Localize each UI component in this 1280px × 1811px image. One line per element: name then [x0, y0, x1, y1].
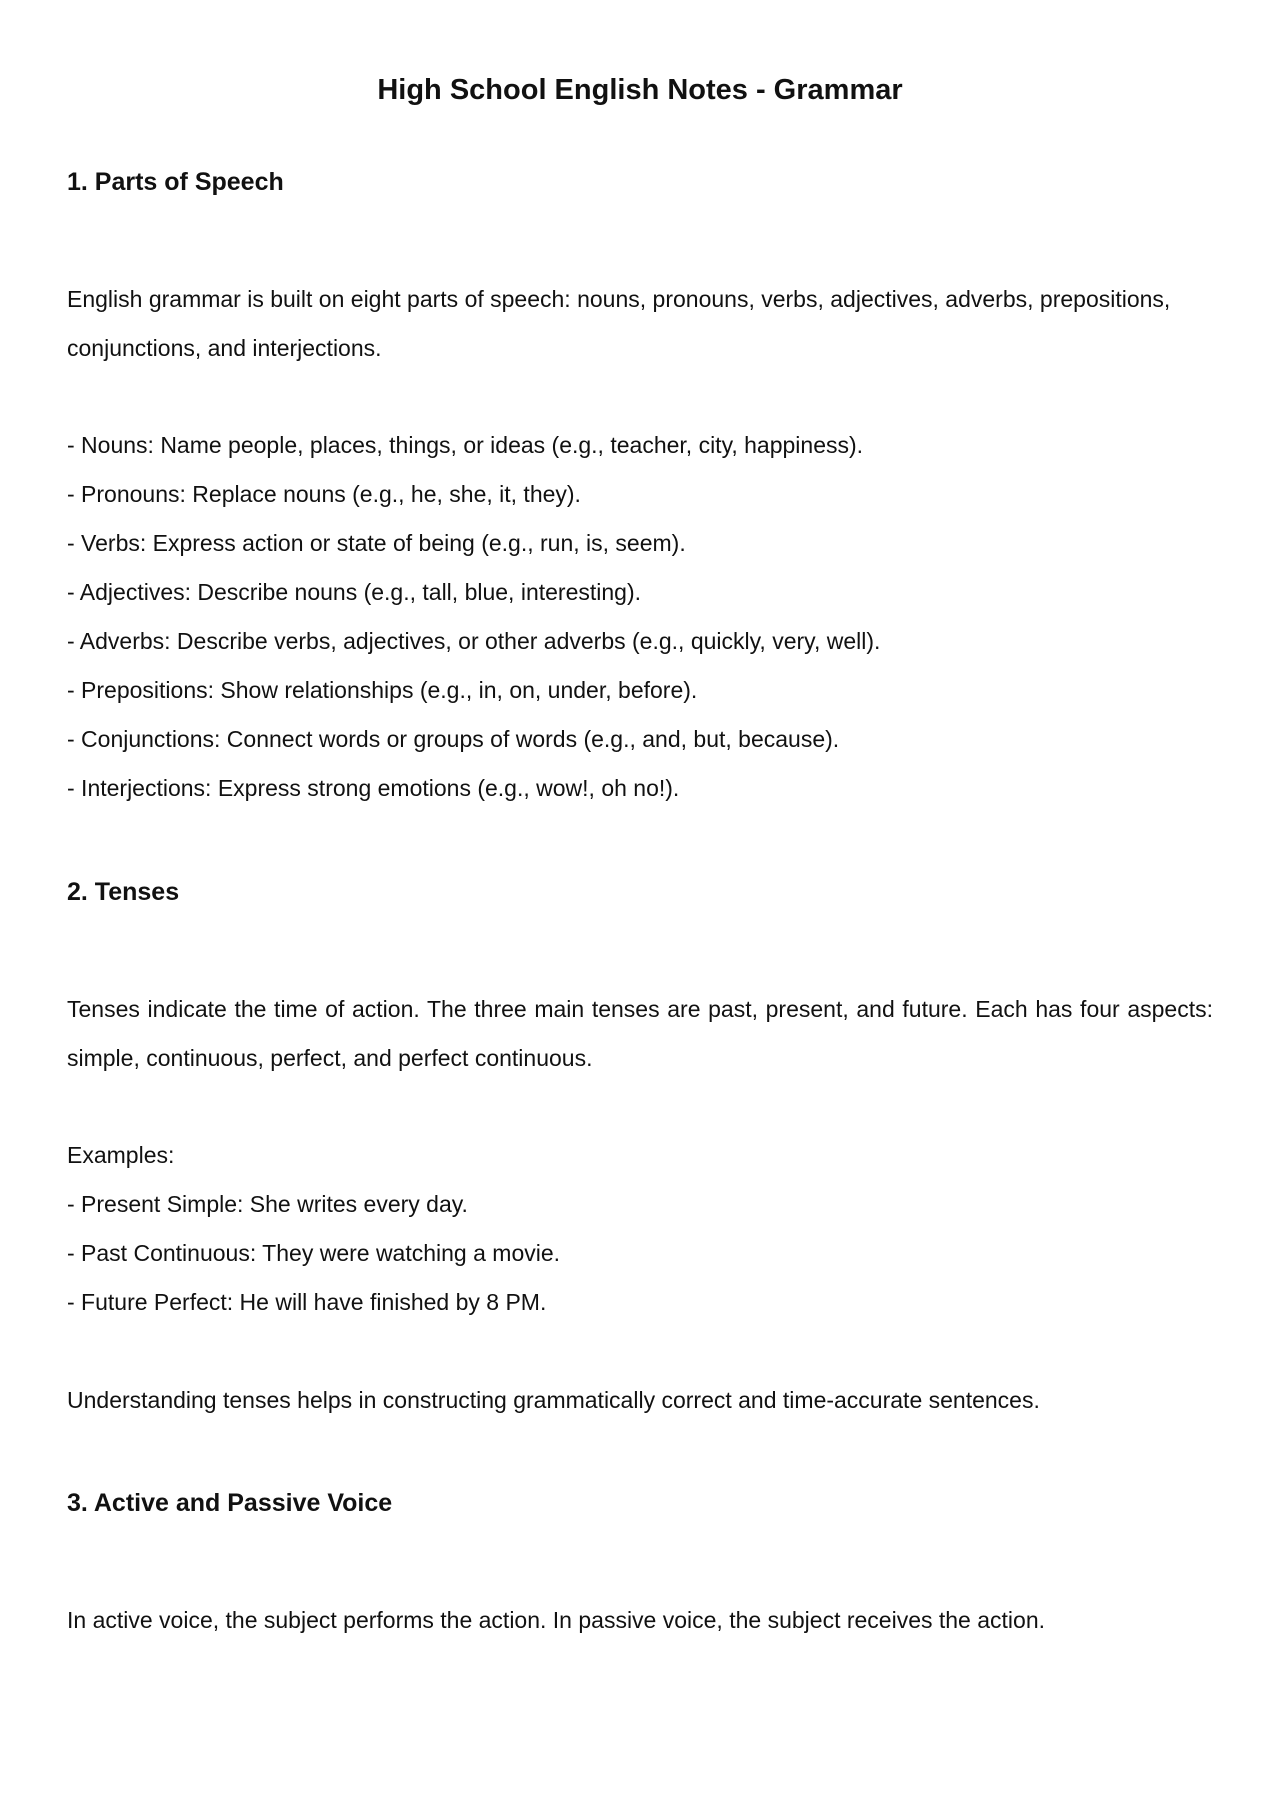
section-intro-parts-of-speech: English grammar is built on eight parts of speech: nouns, pronouns, verbs, adjectives, adverbs, prepositions, conjunctions, and interjections. [67, 286, 1171, 361]
list-item: - Adverbs: Describe verbs, adjectives, or other adverbs (e.g., quickly, very, well). [67, 628, 881, 654]
list-item: - Pronouns: Replace nouns (e.g., he, she, it, they). [67, 481, 581, 507]
document-title: High School English Notes - Grammar [377, 74, 903, 106]
list-item: - Prepositions: Show relationships (e.g., in, on, under, before). [67, 677, 698, 703]
list-item: - Conjunctions: Connect words or groups of words (e.g., and, but, because). [67, 726, 840, 752]
list-item: - Past Continuous: They were watching a movie. [67, 1240, 561, 1266]
section-conclusion-tenses: Understanding tenses helps in constructing grammatically correct and time-accurate sentences. [67, 1387, 1040, 1413]
section-heading-parts-of-speech: 1. Parts of Speech [67, 168, 284, 196]
list-item: - Verbs: Express action or state of being (e.g., run, is, seem). [67, 530, 686, 556]
list-item: - Nouns: Name people, places, things, or ideas (e.g., teacher, city, happiness). [67, 432, 864, 458]
section-intro-voice: In active voice, the subject performs the action. In passive voice, the subject receives the action. [67, 1607, 1046, 1633]
list-item: - Present Simple: She writes every day. [67, 1191, 468, 1217]
list-item: - Adjectives: Describe nouns (e.g., tall, blue, interesting). [67, 579, 642, 605]
section-heading-tenses: 2. Tenses [67, 878, 180, 906]
list-item: - Future Perfect: He will have finished by 8 PM. [67, 1289, 547, 1315]
examples-label: Examples: [67, 1142, 175, 1168]
section-heading-voice: 3. Active and Passive Voice [67, 1489, 393, 1517]
section-intro-tenses: Tenses indicate the time of action. The three main tenses are past, present, and future. Each has four aspects: simple, continuous, perfect, and perfect continuous. [67, 996, 1213, 1071]
list-item: - Interjections: Express strong emotions (e.g., wow!, oh no!). [67, 775, 680, 801]
